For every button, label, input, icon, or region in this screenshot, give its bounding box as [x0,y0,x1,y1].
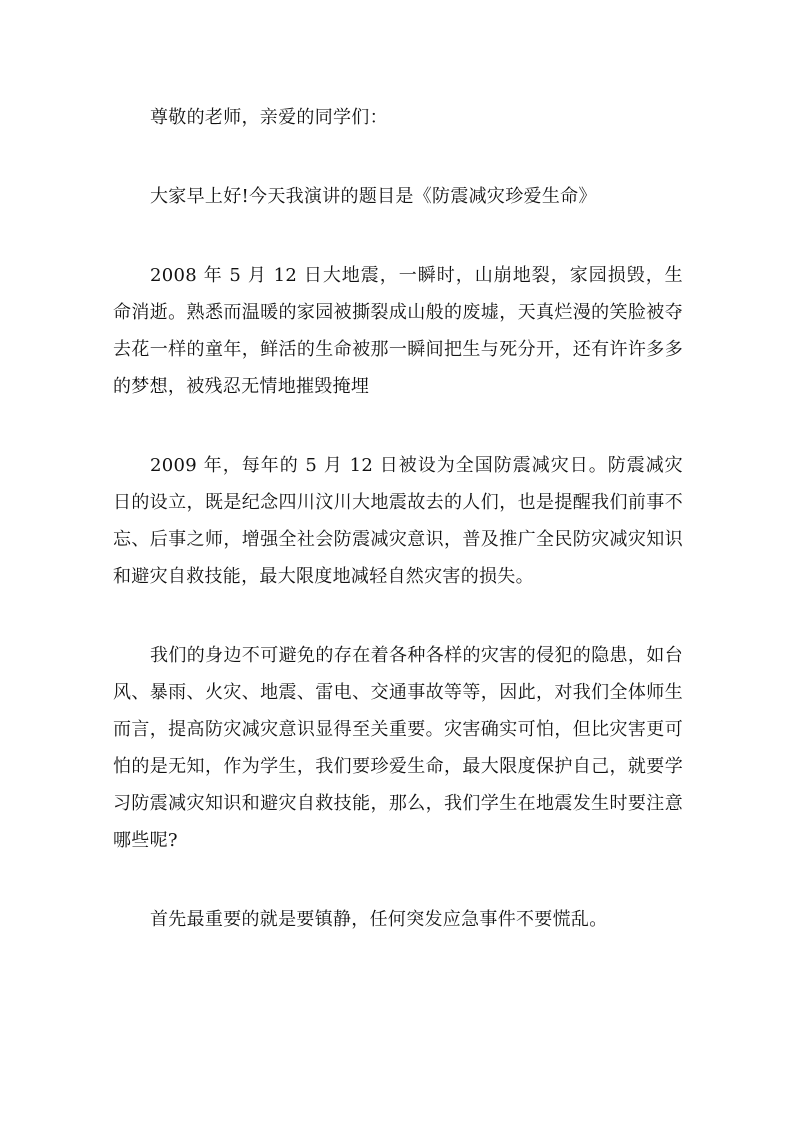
hazards-paragraph: 我们的身边不可避免的存在着各种各样的灾害的侵犯的隐患，如台风、暴雨、火灾、地震、雷电、交通事故等等，因此，对我们全体师生而言，提高防灾减灾意识显得至关重要。灾害确实可怕，但比灾害更可怕的是无知，作为学生，我们要珍爱生命，最大限度保护自己，就要学习防震减灾知识和避灾自救技能，那么，我们学生在地震发生时要注意哪些呢? [113,645,683,851]
paragraph-gap [113,595,683,637]
paragraph-gap [113,859,683,901]
paragraph-gap [113,405,683,447]
greeting-paragraph: 尊敬的老师，亲爱的同学们： [150,107,388,128]
paragraph-gap [113,136,683,178]
paragraph-gap [113,215,683,257]
earthquake-paragraph: 2008 年 5 月 12 日大地震，一瞬时，山崩地裂，家园损毁，生命消逝。熟悉而温暖的家园被撕裂成山般的废墟，天真烂漫的笑脸被夺去花一样的童年，鲜活的生命被那一瞬间把生与死分开，还有许许多多的梦想，被残忍无情地摧毁掩埋 [113,265,683,397]
opening-paragraph: 大家早上好!今天我演讲的题目是《防震减灾珍爱生命》 [150,186,597,207]
disaster-day-paragraph: 2009 年，每年的 5 月 12 日被设为全国防震减灾日。防震减灾日的设立，既是纪念四川汶川大地震故去的人们，也是提醒我们前事不忘、后事之师，增强全社会防震减灾意识，普及推广全民防灾减灾知识和避灾自救技能，最大限度地减轻自然灾害的损失。 [113,455,683,587]
stay-calm-paragraph: 首先最重要的就是要镇静，任何突发应急事件不要慌乱。 [150,909,608,930]
document-body [113,99,683,938]
